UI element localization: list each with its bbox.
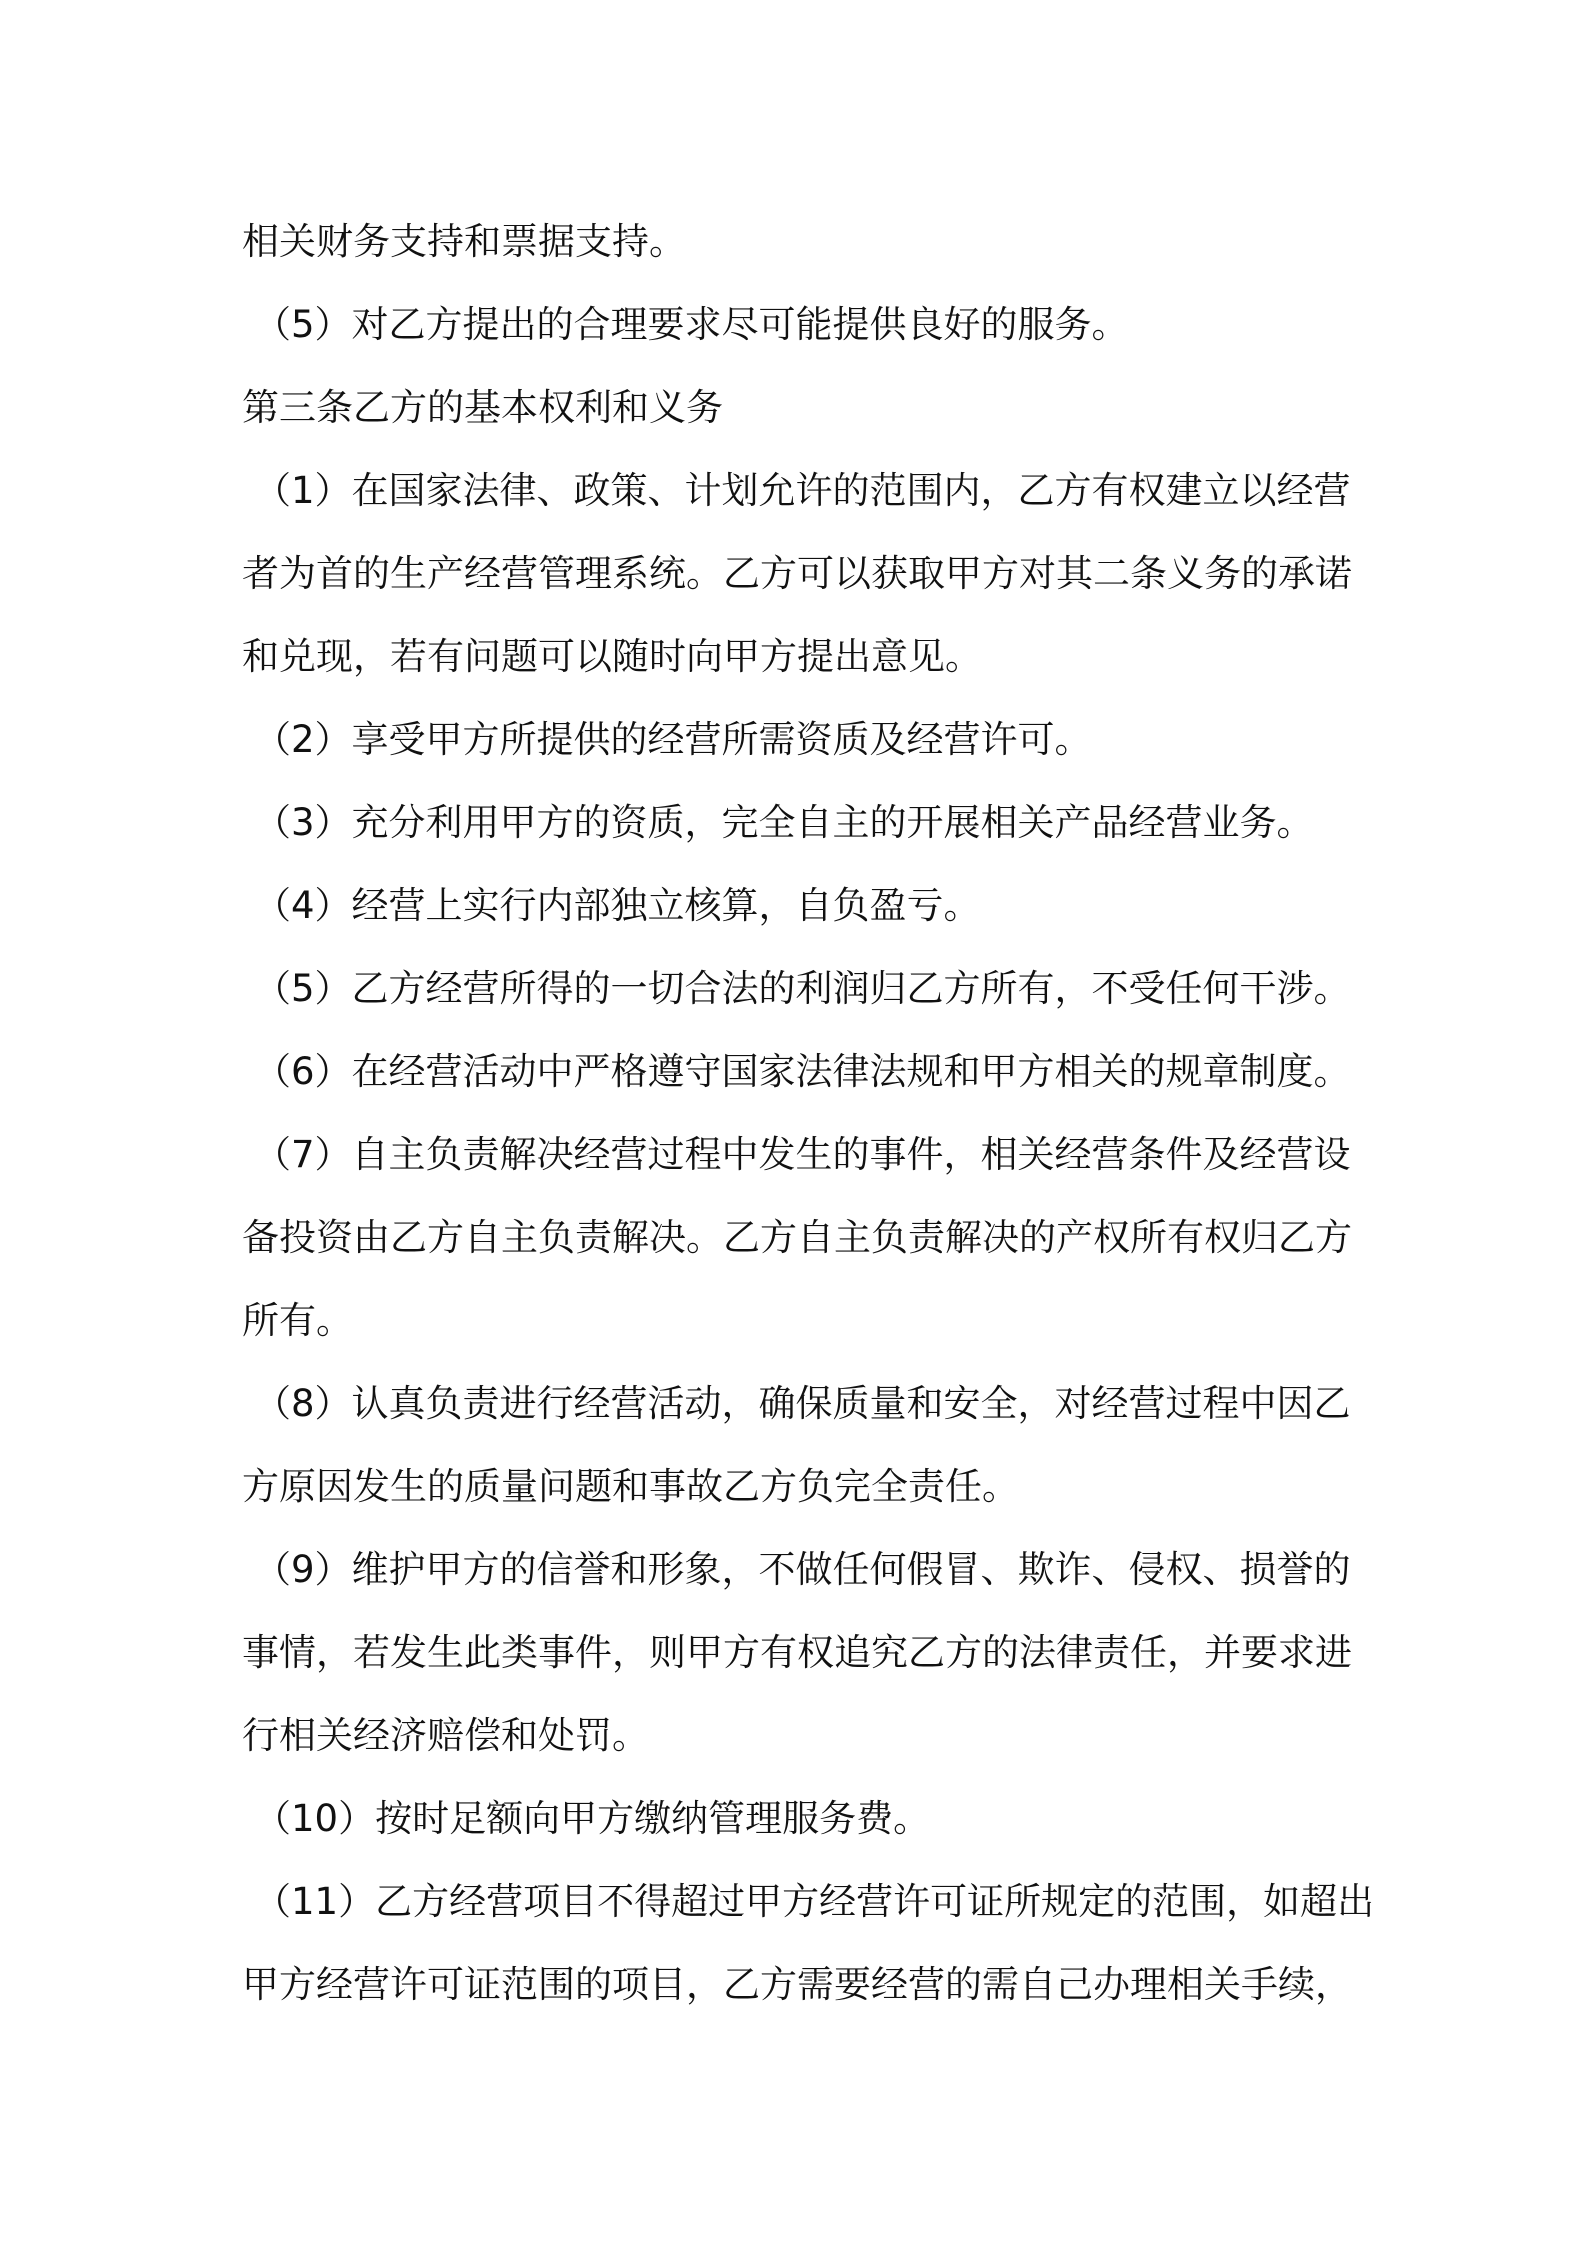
clause-9-line-2: 事情，若发生此类事件，则甲方有权追究乙方的法律责任，并要求进 [242, 1631, 1352, 1674]
clause-5-line-1: （5）对乙方提出的合理要求尽可能提供良好的服务。 [254, 303, 1129, 346]
clause-7-line-1: （7）自主负责解决经营过程中发生的事件，相关经营条件及经营设 [254, 1133, 1351, 1176]
clause-8-line-1: （8）认真负责进行经营活动，确保质量和安全，对经营过程中因乙 [254, 1382, 1351, 1425]
clause-10-line-1: （10）按时足额向甲方缴纳管理服务费。 [254, 1797, 931, 1840]
clause-1-line-1: （1）在国家法律、政策、计划允许的范围内，乙方有权建立以经营 [254, 469, 1351, 512]
clause-4-line-1: （4）经营上实行内部独立核算，自负盈亏。 [254, 884, 981, 927]
document-body [242, 200, 1375, 2026]
clause-1-line-3: 和兑现，若有问题可以随时向甲方提出意见。 [242, 635, 982, 678]
clause-11-line-1: （11）乙方经营项目不得超过甲方经营许可证所规定的范围，如超出 [254, 1880, 1375, 1923]
clause-9-line-3: 行相关经济赔偿和处罚。 [242, 1714, 649, 1757]
clause-7-line-2: 备投资由乙方自主负责解决。乙方自主负责解决的产权所有权归乙方 [242, 1216, 1352, 1259]
clause-11-line-2: 甲方经营许可证范围的项目，乙方需要经营的需自己办理相关手续， [242, 1963, 1352, 2006]
clause-3-line-1: （3）充分利用甲方的资质，完全自主的开展相关产品经营业务。 [254, 801, 1314, 844]
clause-7-line-3: 所有。 [242, 1299, 353, 1342]
text-line: 相关财务支持和票据支持。 [242, 220, 686, 263]
clause-6-line-1: （6）在经营活动中严格遵守国家法律法规和甲方相关的规章制度。 [254, 1050, 1351, 1093]
clause-2-line-1: （2）享受甲方所提供的经营所需资质及经营许可。 [254, 718, 1092, 761]
clause-8-line-2: 方原因发生的质量问题和事故乙方负完全责任。 [242, 1465, 1019, 1508]
clause-9-line-1: （9）维护甲方的信誉和形象，不做任何假冒、欺诈、侵权、损誉的 [254, 1548, 1351, 1591]
clause-1-line-2: 者为首的生产经营管理系统。乙方可以获取甲方对其二条义务的承诺 [242, 552, 1352, 595]
clause-5b-line-1: （5）乙方经营所得的一切合法的利润归乙方所有，不受任何干涉。 [254, 967, 1351, 1010]
section-heading-article-3: 第三条乙方的基本权利和义务 [242, 386, 723, 429]
